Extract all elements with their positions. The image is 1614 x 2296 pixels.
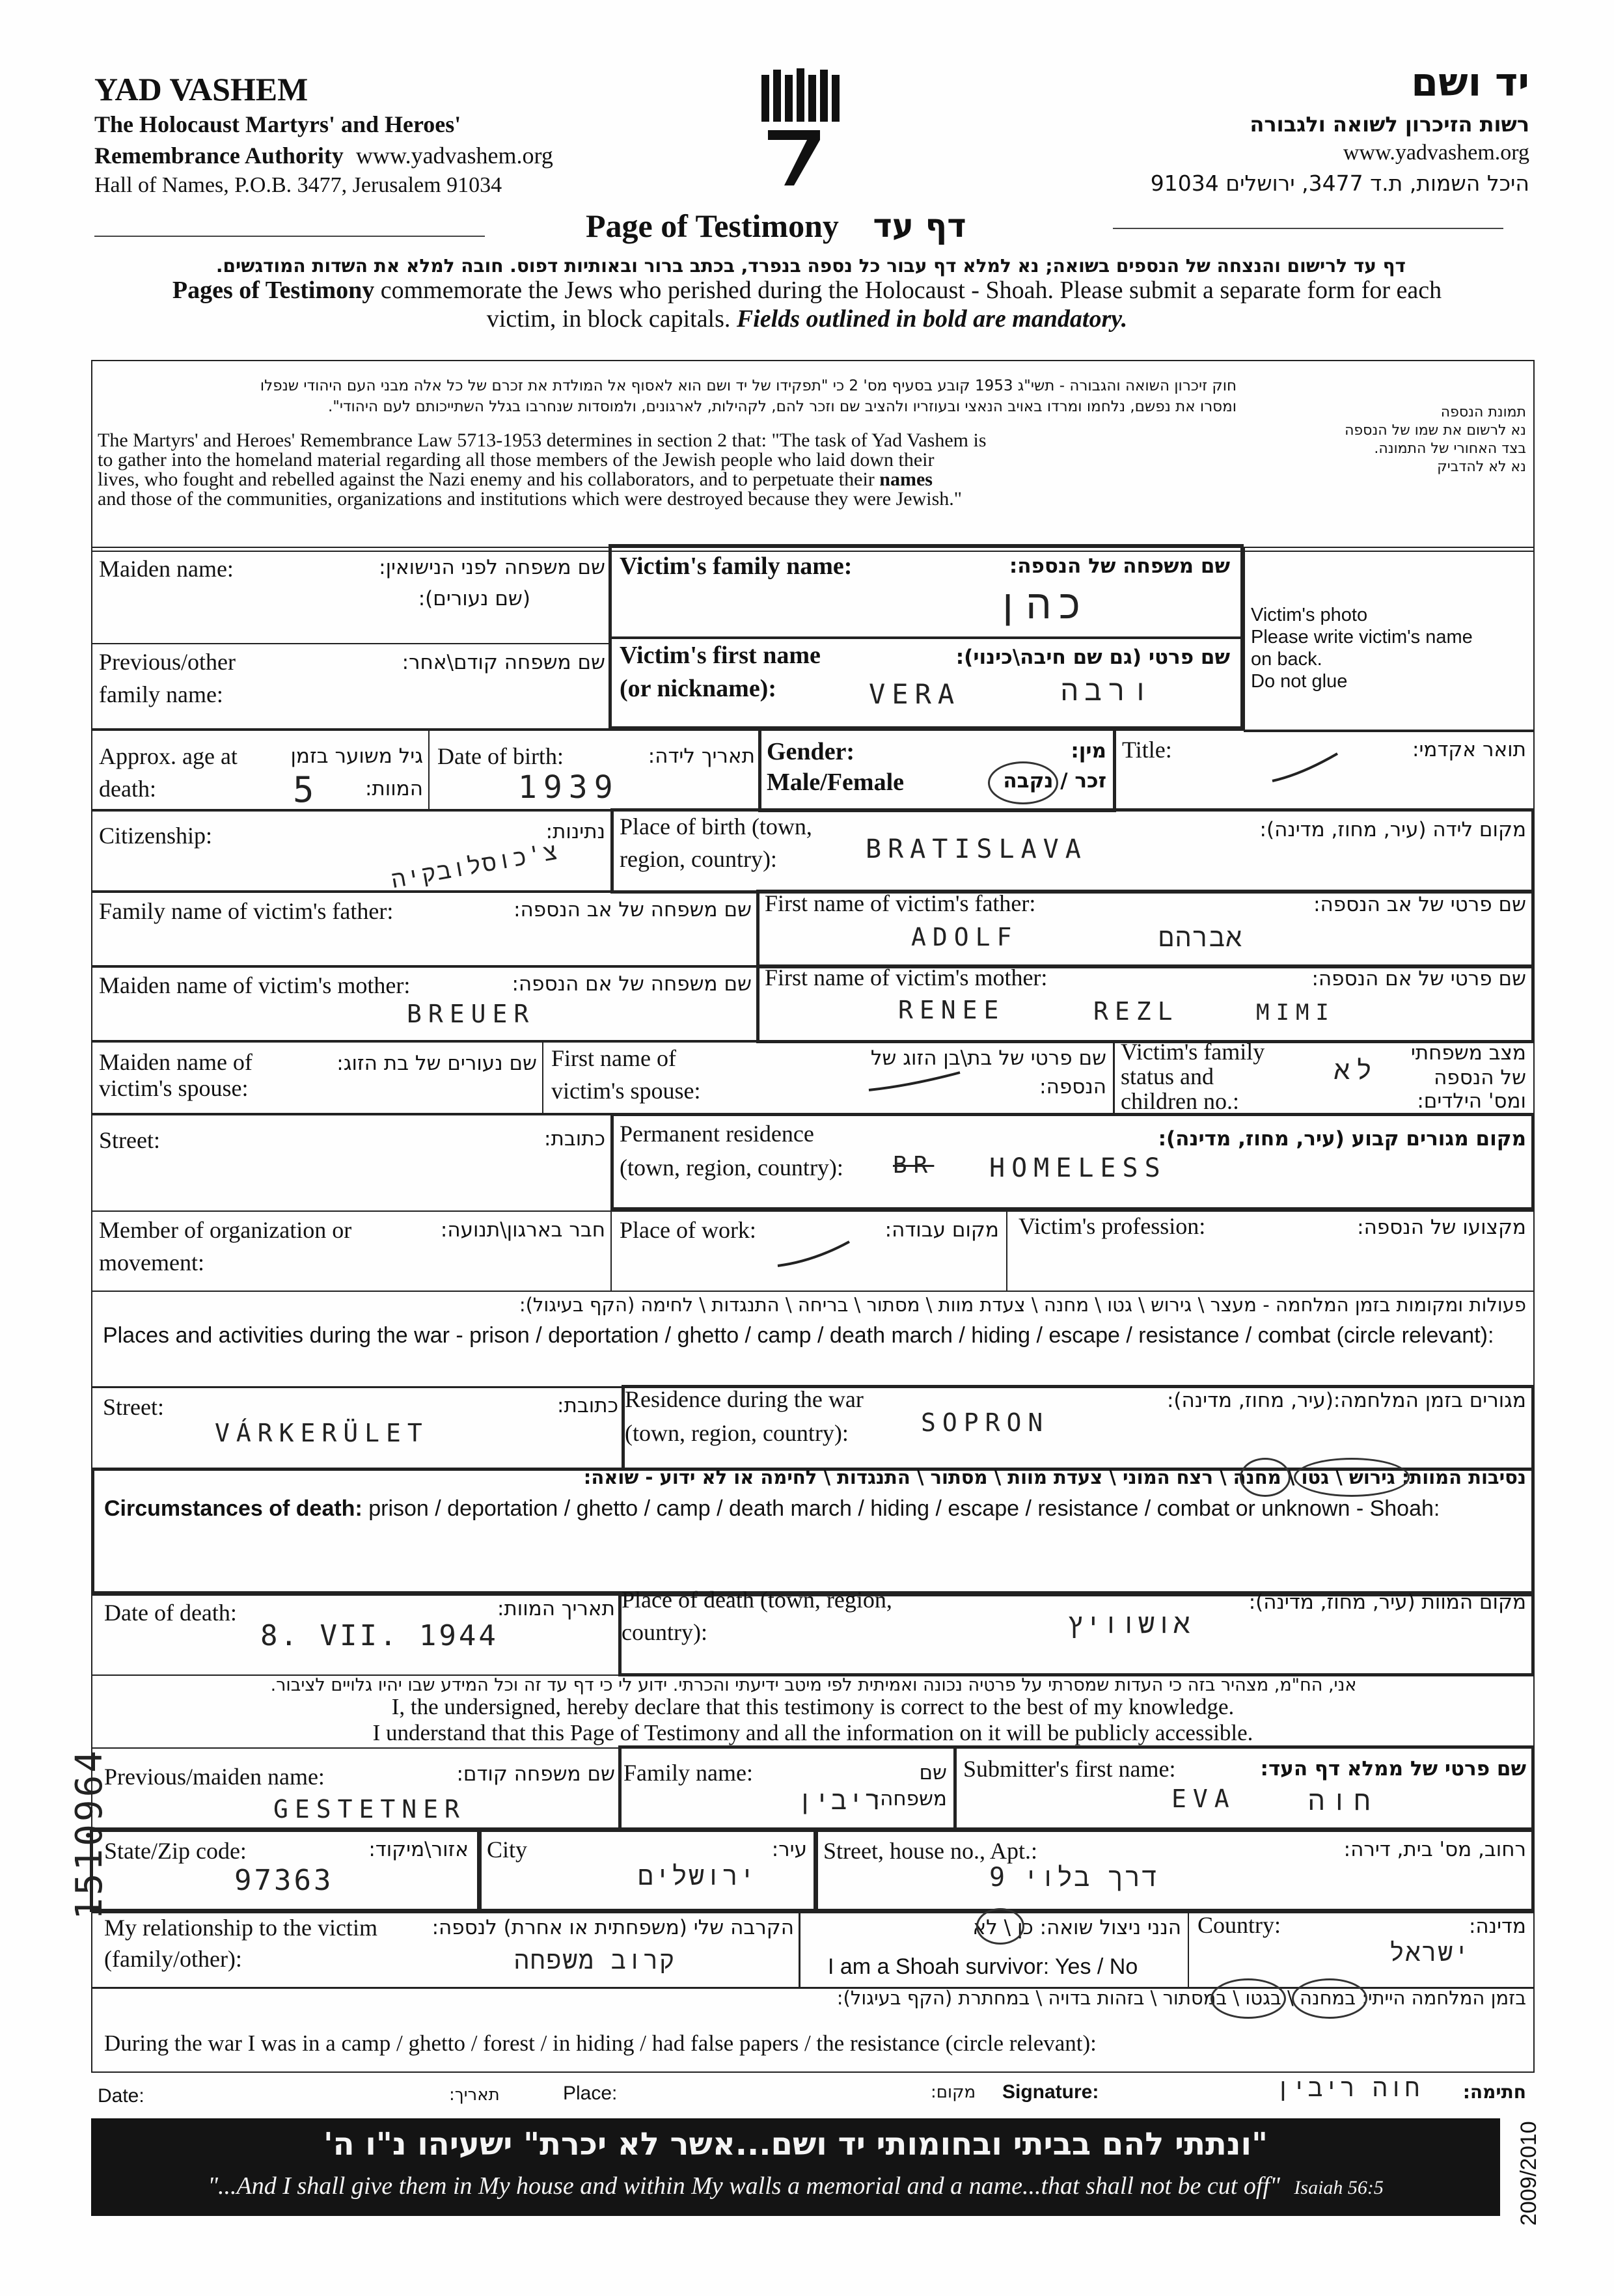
org-member-label-2: movement: bbox=[99, 1250, 204, 1276]
submitter-street-he: רחוב, מס' בית, דירה: bbox=[1343, 1838, 1526, 1861]
father-first-label: First name of victim's father: bbox=[765, 890, 1036, 916]
perm-res-he: מקום מגורים קבוע (עיר, מחוז, מדינה): bbox=[1158, 1127, 1526, 1151]
maiden-name-he: שם משפחה לפני הנישואין: bbox=[379, 556, 605, 579]
photo-en-3: on back. bbox=[1251, 649, 1322, 670]
margin-number: 1510964 bbox=[68, 1747, 111, 1920]
mother-maiden-label: Maiden name of victim's mother: bbox=[99, 972, 411, 998]
father-first-he: שם פרטי של אב הנספה: bbox=[1313, 893, 1526, 916]
submitter-rel-label-1: My relationship to the victim bbox=[104, 1915, 377, 1941]
citizenship-label: Citizenship: bbox=[99, 823, 212, 849]
org-sub-en-2-text: Remembrance Authority bbox=[94, 143, 344, 169]
dob-value: 1939 bbox=[518, 769, 620, 806]
submitter-first-he: שם פרטי של ממלא דף העד: bbox=[1260, 1757, 1526, 1781]
war-street-he: כתובת: bbox=[557, 1394, 618, 1417]
profession-label: Victim's profession: bbox=[1019, 1213, 1206, 1239]
prev-family-label-2: family name: bbox=[99, 681, 223, 707]
survivor-yes-circle bbox=[976, 1908, 1024, 1945]
pod-value: אושוויץ bbox=[1067, 1607, 1192, 1639]
war-street-label: Street: bbox=[103, 1394, 164, 1420]
family-status-label-1: Victim's family bbox=[1121, 1039, 1265, 1065]
war-experience-en: During the war I was in a camp / ghetto / forest / in hiding / had false papers / the resistance (circle relevant): bbox=[104, 2030, 1097, 2056]
spouse-first-label-1: First name of bbox=[551, 1045, 676, 1071]
photo-en-2: Please write victim's name bbox=[1251, 627, 1473, 648]
org-name-he: יד ושם bbox=[1411, 60, 1529, 105]
pob-label-2: region, country): bbox=[620, 846, 777, 872]
page-title bbox=[586, 207, 966, 245]
org-name-en: YAD VASHEM bbox=[94, 71, 308, 107]
first-name-he: שם פרטי (גם שם חיבה\כינוי): bbox=[955, 646, 1230, 669]
family-status-he-2: של הנספה bbox=[1434, 1066, 1526, 1089]
war-res-label-2: (town, region, country): bbox=[625, 1420, 849, 1446]
address-he: היכל השמות, ת.ד 3477, ירושלים 91034 bbox=[1150, 171, 1529, 196]
submitter-street-label: Street, house no., Apt.: bbox=[823, 1838, 1037, 1864]
work-place-label: Place of work: bbox=[620, 1217, 756, 1243]
mother-first-value-3: MIMI bbox=[1256, 1000, 1335, 1026]
work-place-he: מקום עבודה: bbox=[884, 1218, 999, 1242]
dob-he: תאריך לידה: bbox=[648, 745, 755, 768]
spouse-maiden-label-1: Maiden name of bbox=[99, 1049, 253, 1075]
law-en-3a: lives, who fought and rebelled against the Nazi enemy and his collaborators, and to perpetuate their bbox=[98, 469, 880, 490]
pob-he: מקום לידה (עיר, מחוז, מדינה): bbox=[1259, 818, 1526, 841]
photo-en-4: Do not glue bbox=[1251, 671, 1348, 692]
law-en-3 bbox=[98, 470, 1230, 489]
pod-label-1: Place of death (town, region, bbox=[622, 1587, 892, 1613]
dob-label: Date of birth: bbox=[437, 743, 564, 769]
war-res-label-1: Residence during the war bbox=[625, 1386, 864, 1412]
photo-he-3: בצד האחורי של התמונה. bbox=[1374, 441, 1526, 457]
submitter-family-value: ריבין bbox=[797, 1786, 882, 1816]
intro-en bbox=[98, 276, 1516, 333]
submitter-city-value: ירושלים bbox=[638, 1861, 757, 1891]
spouse-first-he-2: הנספה: bbox=[1039, 1075, 1106, 1099]
place-label: Place: bbox=[563, 2083, 618, 2104]
dod-he: תאריך המוות: bbox=[497, 1597, 615, 1620]
war-res-he: מגורים בזמן המלחמה:(עיר, מחוז, מדינה): bbox=[1166, 1389, 1526, 1412]
photo-en-1: Victim's photo bbox=[1251, 605, 1368, 625]
declaration-en-1: I, the undersigned, hereby declare that this testimony is correct to the best of my knowledge. bbox=[391, 1694, 1235, 1719]
family-name-value: כהן bbox=[996, 581, 1088, 628]
pod-he: מקום המוות (עיר, מחוז, מדינה): bbox=[1248, 1591, 1526, 1614]
intro-en-lead: Pages of Testimony bbox=[172, 277, 375, 304]
spouse-first-label-2: victim's spouse: bbox=[551, 1078, 701, 1104]
submitter-zip-label: State/Zip code: bbox=[104, 1838, 247, 1864]
age-he-1: גיל משוער בזמן bbox=[290, 745, 423, 768]
street-label: Street: bbox=[99, 1127, 160, 1153]
survivor-en: I am a Shoah survivor: Yes / No bbox=[828, 1954, 1138, 1979]
pob-value: BRATISLAVA bbox=[866, 834, 1087, 864]
photo-area[interactable] bbox=[1244, 547, 1535, 732]
father-first-value-he: אברהם bbox=[1158, 923, 1244, 953]
war-experience-circle-1 bbox=[1292, 1978, 1367, 2019]
submitter-city-he: עיר: bbox=[771, 1838, 807, 1861]
war-experience-he: בזמן המלחמה הייתי: במחנה \ בגטו \ במסתור \ בזהות בדויה \ במחתרת (הקף בעיגול): bbox=[836, 1987, 1526, 2009]
page-title-en: Page of Testimony bbox=[586, 208, 839, 244]
footer-banner bbox=[91, 2118, 1500, 2216]
photo-he-1: תמונת הנספה bbox=[1440, 404, 1526, 420]
profession-he: מקצועו של הנספה: bbox=[1357, 1216, 1526, 1239]
activities-he: פעולות ומקומות בזמן המלחמה - מעצר \ גירוש \ גטו \ מחנה \ צעדת מוות \ מסתור \ בריחה \ התנגדות \ לחימה (הקף בעיגול): bbox=[519, 1294, 1526, 1316]
submitter-prev-name-value: GESTETNER bbox=[273, 1795, 466, 1824]
age-label-2: death: bbox=[99, 776, 156, 802]
family-status-value: לא bbox=[1334, 1056, 1379, 1086]
circumstances-en-rest: prison / deportation / ghetto / camp / death march / hiding / escape / resistance / combat or unknown - Shoah: bbox=[362, 1496, 1440, 1521]
declaration-en-2: I understand that this Page of Testimony and all the information on it will be publicly accessible. bbox=[372, 1720, 1253, 1745]
survivor-he: הנני ניצול שואה: כן \ לא bbox=[972, 1916, 1181, 1939]
submitter-city-label: City bbox=[487, 1837, 528, 1863]
father-family-label: Family name of victim's father: bbox=[99, 898, 394, 924]
mother-maiden-he: שם משפחה של אם הנספה: bbox=[512, 972, 752, 996]
submitter-rel-label-2: (family/other): bbox=[104, 1946, 242, 1972]
family-name-label: Victim's family name: bbox=[620, 553, 853, 580]
mother-first-label: First name of victim's mother: bbox=[765, 964, 1048, 991]
submitter-first-label: Submitter's first name: bbox=[963, 1756, 1176, 1782]
dod-value: 8. VII. 1944 bbox=[260, 1619, 499, 1652]
mother-first-value-2: REZL bbox=[1093, 997, 1179, 1026]
place-label-he: מקום: bbox=[931, 2083, 976, 2102]
age-label-1: Approx. age at bbox=[99, 743, 238, 769]
circumstances-en bbox=[104, 1494, 1440, 1523]
war-experience-circle-2 bbox=[1210, 1978, 1286, 2019]
war-street-value: VÁRKERÜLET bbox=[215, 1419, 429, 1447]
street-he: כתובת: bbox=[544, 1127, 605, 1151]
gender-female-circle bbox=[988, 761, 1058, 804]
work-place-dash-mark bbox=[774, 1237, 853, 1269]
law-en bbox=[98, 431, 1230, 509]
activities-en: Places and activities during the war - prison / deportation / ghetto / camp / death march / hiding / escape / resistance / combat (circle relevant): bbox=[103, 1323, 1494, 1348]
header-rule-right bbox=[1113, 228, 1503, 229]
submitter-family-label: Family name: bbox=[623, 1760, 753, 1786]
spouse-first-dash-mark bbox=[866, 1067, 963, 1093]
intro-en-line1: commemorate the Jews who perished during the Holocaust - Shoah. Please submit a separate form for each bbox=[374, 277, 1442, 304]
banner-he: "ונתתי להם בביתי ובחומותי יד ושם...אשר לא יכרת" ישעיהו נ"ו ה' bbox=[323, 2126, 1268, 2163]
yad-vashem-logo-icon bbox=[755, 68, 846, 192]
org-member-he: חבר בארגון\תנועה: bbox=[440, 1218, 605, 1242]
circumstances-he: נסיבות המוות: גירוש \ גטו \ מחנה \ רצח המוני \ צעדת מוות \ מסתור \ התנגדות \ לחימה או לא ידוע - שואה: bbox=[583, 1466, 1526, 1488]
submitter-zip-value: 97363 bbox=[234, 1864, 334, 1897]
declaration-he: אני, הח"מ, מצהיר בזה כי העדות שמסרתי על פרטיה נכונה ואמיתית לפי מיטב ידיעתי והכרתי. ידוע לי כי דף עד זה וכל המידע שבו יהיו גלויים לציבור. bbox=[270, 1675, 1357, 1695]
mother-maiden-value: BREUER bbox=[407, 1000, 536, 1028]
submitter-prev-name-label: Previous/maiden name: bbox=[104, 1764, 325, 1790]
date-label-he: תאריך: bbox=[449, 2085, 500, 2105]
maiden-name-he2: (שם נעורים): bbox=[418, 587, 530, 610]
banner-en-text: "...And I shall give them in My house and within My walls a memorial and a name...that shall not be cut off" bbox=[208, 2172, 1280, 2200]
dod-label: Date of death: bbox=[104, 1600, 237, 1626]
signature-label-he: חתימה: bbox=[1462, 2081, 1526, 2103]
form-year: 2009/2010 bbox=[1516, 2121, 1541, 2226]
law-he-1: חוק זיכרון השואה והגבורה - תשי"ג 1953 קובע בסעיף מס' 2 כי "תפקידו של יד ושם הוא לאסוף אל המולדת את זכרם של כל אלה מבני העם היהודי שנפלו bbox=[260, 377, 1237, 394]
intro-en-line2: victim, in block capitals. bbox=[486, 305, 737, 333]
org-sub-he: רשות הזיכרון לשואה ולגבורה bbox=[1250, 112, 1529, 137]
law-he-2: ומסרו את נפשם, נלחמו ומרדו באויב הנאצי ובעוזריו ולהציב שם וזכר להם, לקהילות, לארגונים, ולמוסדות שנחרבו בגלל השתייכותם לעם היהודי". bbox=[327, 398, 1237, 415]
country-value: ישראל bbox=[1389, 1938, 1471, 1967]
law-en-1: The Martyrs' and Heroes' Remembrance Law 5713-1953 determines in section 2 that: "The task of Yad Vashem is bbox=[98, 430, 987, 451]
mother-first-he: שם פרטי של אם הנספה: bbox=[1311, 967, 1526, 991]
circumstances-circle-1 bbox=[1294, 1458, 1410, 1497]
circumstances-en-bold: Circumstances of death: bbox=[104, 1496, 362, 1521]
law-en-2: to gather into the homeland material regarding all those members of the Jewish people who laid down their bbox=[98, 449, 935, 471]
perm-res-label-2: (town, region, country): bbox=[620, 1155, 843, 1181]
submitter-rel-he: הקרבה שלי (משפחתית או אחרת) לנספה: bbox=[431, 1916, 794, 1939]
address-en: Hall of Names, P.O.B. 3477, Jerusalem 91034 bbox=[94, 173, 502, 197]
country-he: מדינה: bbox=[1468, 1915, 1526, 1938]
header-rule-left bbox=[94, 236, 485, 237]
mother-first-value-1: RENEE bbox=[898, 996, 1005, 1024]
law-en-3b: names bbox=[879, 469, 933, 490]
intro-en-mandatory: Fields outlined in bold are mandatory. bbox=[736, 305, 1128, 333]
submitter-rel-value: קרוב משפחה bbox=[514, 1946, 676, 1975]
spouse-maiden-he: שם נעורים של בת הזוג: bbox=[336, 1052, 537, 1075]
family-status-he-3: ומס' הילדים: bbox=[1417, 1089, 1526, 1113]
citizenship-he: נתינות: bbox=[545, 820, 605, 843]
first-name-label-2: (or nickname): bbox=[620, 675, 776, 702]
law-en-4: and those of the communities, organizations and institutions which were destroyed because they were Jewish." bbox=[98, 488, 963, 510]
father-family-he: שם משפחה של אב הנספה: bbox=[513, 898, 752, 922]
photo-he-4: נא לא להדביק bbox=[1437, 459, 1526, 475]
family-status-label-2: status and bbox=[1121, 1063, 1214, 1089]
father-first-value-en: ADOLF bbox=[911, 923, 1019, 951]
circumstances-circle-2 bbox=[1240, 1458, 1291, 1497]
title-dash-mark bbox=[1269, 748, 1341, 787]
first-name-value-he: ורבה bbox=[1061, 674, 1156, 707]
spouse-first-he-1: שם פרטי של בת\בן הזוג של bbox=[870, 1046, 1106, 1070]
submitter-family-he: שם משפחה: bbox=[873, 1761, 947, 1811]
signature-label: Signature: bbox=[1002, 2081, 1099, 2103]
maiden-name-label: Maiden name: bbox=[99, 556, 234, 582]
banner-en bbox=[91, 2172, 1500, 2200]
spouse-maiden-label-2: victim's spouse: bbox=[99, 1075, 249, 1101]
submitter-first-value-en: EVA bbox=[1171, 1784, 1236, 1813]
submitter-prev-name-he: שם משפחה קודם: bbox=[456, 1762, 615, 1786]
prev-family-label-1: Previous/other bbox=[99, 649, 236, 675]
banner-en-ref: Isaiah 56:5 bbox=[1294, 2177, 1384, 2198]
age-he-2: המוות: bbox=[364, 777, 423, 800]
signature-value: חוה ריבין bbox=[1276, 2073, 1421, 2102]
gender-he-1: מין: bbox=[1071, 739, 1106, 763]
perm-res-value-struck: BR bbox=[893, 1152, 935, 1179]
org-sub-en-1: The Holocaust Martyrs' and Heroes' bbox=[94, 111, 461, 137]
org-sub-en-2 bbox=[94, 142, 553, 169]
url-left: www.yadvashem.org bbox=[355, 143, 553, 169]
photo-he-2: נא לרשום את שמו של הנספה bbox=[1345, 422, 1526, 439]
family-name-he: שם משפחה של הנספה: bbox=[1009, 554, 1230, 578]
perm-res-value: HOMELESS bbox=[989, 1153, 1167, 1183]
photo-he bbox=[1345, 403, 1526, 476]
pod-label-2: country): bbox=[622, 1619, 707, 1645]
intro-he: דף עד לרישום והנצחה של הנספים בשואה; נא למלא דף עבור כל נספה בנפרד, בכתב ברור ובאותיות דפוס. חובה למלא את השדות המודגשים. bbox=[215, 255, 1406, 277]
citizenship-value: צ'כוסלובקיה bbox=[389, 838, 561, 894]
org-member-label-1: Member of organization or bbox=[99, 1217, 352, 1243]
family-status-label-3: children no.: bbox=[1121, 1088, 1239, 1114]
war-res-value: SOPRON bbox=[921, 1408, 1050, 1437]
family-status-he-1: מצב משפחתי bbox=[1410, 1041, 1526, 1065]
submitter-zip-he: אזור\מיקוד: bbox=[368, 1838, 469, 1861]
first-name-label-1: Victim's first name bbox=[620, 642, 821, 669]
gender-label-2: Male/Female bbox=[767, 769, 905, 796]
url-right: www.yadvashem.org bbox=[1343, 141, 1529, 165]
title-label: Title: bbox=[1122, 737, 1172, 763]
perm-res-label-1: Permanent residence bbox=[620, 1121, 814, 1147]
title-he: תואר אקדמי: bbox=[1412, 738, 1526, 761]
first-name-value-en: VERA bbox=[869, 678, 961, 710]
country-label: Country: bbox=[1197, 1912, 1281, 1938]
gender-label-1: Gender: bbox=[767, 738, 855, 765]
submitter-first-value-he: חוה bbox=[1308, 1784, 1377, 1816]
gender-he-2: זכר / נקבה bbox=[1003, 769, 1106, 793]
age-value: 5 bbox=[293, 769, 321, 810]
submitter-street-value: דרך בלוי 9 bbox=[989, 1863, 1159, 1893]
pob-label-1: Place of birth (town, bbox=[620, 813, 812, 840]
prev-family-he: שם משפחה קודם\אחר: bbox=[402, 651, 605, 674]
date-label: Date: bbox=[98, 2085, 144, 2107]
family-name-mid-rule bbox=[609, 636, 1244, 639]
page-title-he: דף עד bbox=[873, 207, 966, 245]
